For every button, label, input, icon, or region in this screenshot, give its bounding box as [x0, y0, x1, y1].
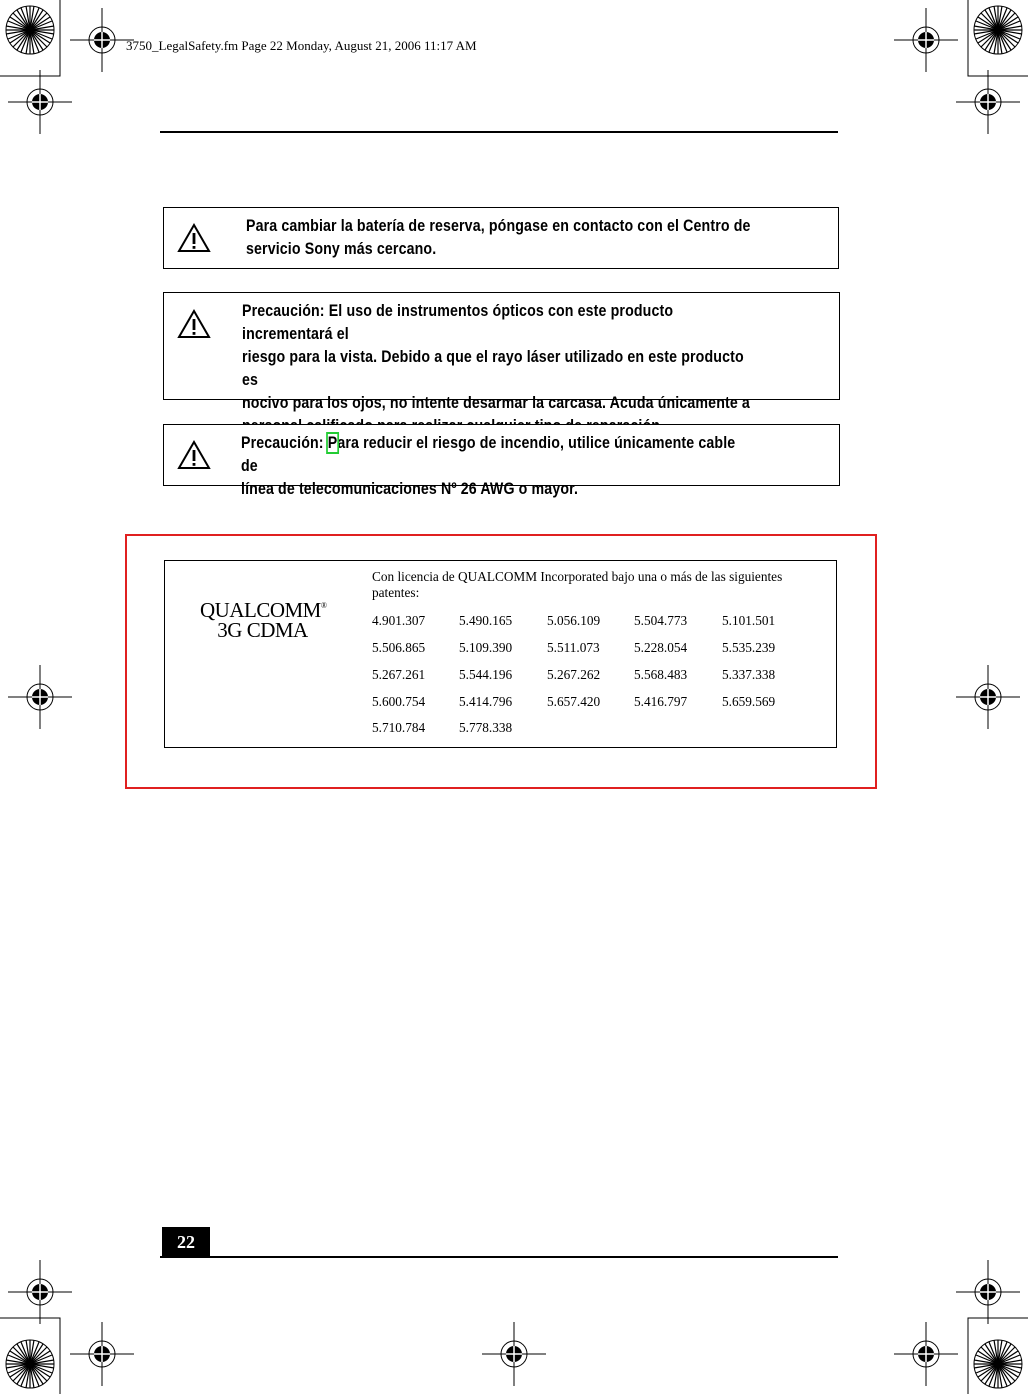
warning-text-line — [241, 432, 755, 478]
top-rule — [160, 131, 838, 133]
page-number: 22 — [162, 1227, 210, 1257]
patent-number: 5.657.420 — [547, 694, 601, 709]
warning-text-line: nocivo para los ojos, no intente desarmar la carcasa. Acuda únicamente a — [242, 394, 750, 412]
caution-rest: ara reducir el riesgo de incendio, utilice únicamente cable de — [241, 434, 736, 475]
warning-text-line: línea de telecomunicaciones Nº 26 AWG o mayor. — [241, 480, 579, 498]
warning-box-laser — [163, 292, 840, 412]
warning-box-battery — [163, 207, 839, 269]
patent-number: 5.544.196 — [459, 667, 513, 682]
file-slug: 3750_LegalSafety.fm Page 22 Monday, August 21, 2006 11:17 AM — [126, 38, 477, 53]
patent-number: 5.228.054 — [634, 640, 688, 655]
patent-number: 5.535.239 — [722, 640, 776, 655]
caution-prefix: Precaución: — [241, 434, 328, 452]
patent-number: 5.490.165 — [459, 613, 513, 628]
qualcomm-logo — [200, 596, 325, 640]
patent-number: 5.504.773 — [634, 613, 688, 628]
patent-number: 5.337.338 — [722, 667, 776, 682]
logo-name: QUALCOMM — [200, 598, 321, 622]
warning-box-fire — [163, 424, 840, 498]
patent-number: 5.568.483 — [634, 667, 688, 682]
license-intro: Con licencia de QUALCOMM Incorporated bajo una o más de las siguientes patentes: — [372, 569, 783, 600]
patent-number: 5.414.796 — [459, 694, 513, 709]
patent-number: 5.101.501 — [722, 613, 776, 628]
patent-number: 5.659.569 — [722, 694, 776, 709]
patent-number: 5.267.261 — [372, 667, 426, 682]
patent-number: 5.710.784 — [372, 720, 426, 735]
warning-text-line: Precaución: El uso de instrumentos ópticos con este producto incrementará el — [242, 302, 674, 343]
patent-number: 5.511.073 — [547, 640, 600, 655]
registered-mark: ® — [320, 601, 327, 610]
warning-triangle-icon — [177, 223, 211, 253]
patent-number: 4.901.307 — [372, 613, 426, 628]
patent-number: 5.506.865 — [372, 640, 426, 655]
highlighted-letter: P — [327, 434, 338, 452]
patent-number: 5.056.109 — [547, 613, 601, 628]
patent-number: 5.778.338 — [459, 720, 513, 735]
patent-number: 5.267.262 — [547, 667, 601, 682]
warning-triangle-icon — [177, 440, 211, 470]
logo-subtitle: 3G CDMA — [217, 618, 308, 642]
bottom-rule — [160, 1256, 838, 1258]
warning-text-line: riesgo para la vista. Debido a que el rayo láser utilizado en este producto es — [242, 348, 744, 389]
patent-number: 5.600.754 — [372, 694, 426, 709]
warning-text-line: servicio Sony más cercano. — [246, 240, 437, 258]
patent-number: 5.416.797 — [634, 694, 688, 709]
patent-number: 5.109.390 — [459, 640, 513, 655]
warning-text-line: Para cambiar la batería de reserva, póngase en contacto con el Centro de — [246, 217, 751, 235]
warning-triangle-icon — [177, 309, 211, 339]
